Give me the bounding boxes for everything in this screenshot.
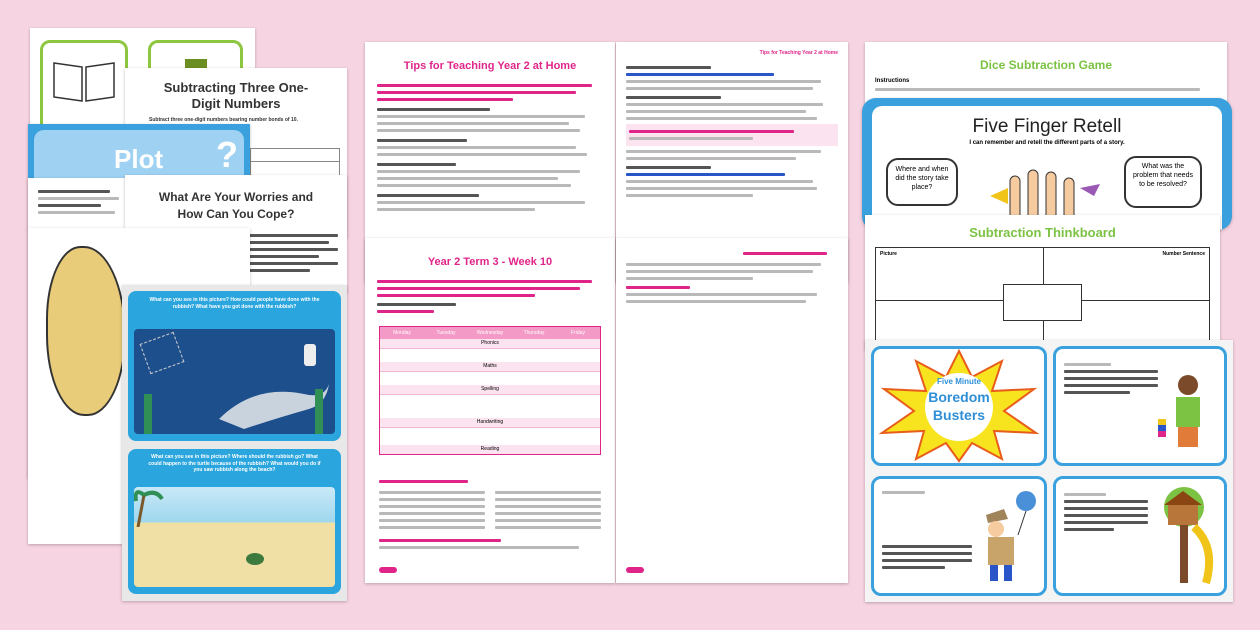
pollution-card (122, 285, 347, 601)
treehouse-icon (1150, 487, 1220, 587)
header-wednesday: Wednesday (476, 330, 504, 336)
pink-flourish (379, 567, 397, 573)
question-mark-icon: ? (216, 134, 238, 175)
child-blocks-icon (1158, 371, 1218, 461)
retell-title: Five Finger Retell (972, 116, 1122, 137)
thinkboard-grid (875, 247, 1210, 343)
potato-illustration (46, 246, 126, 416)
turtle-icon (246, 553, 264, 565)
ocean-scene (134, 329, 335, 434)
tips-heading: Tips for Teaching Year 2 at Home (759, 50, 838, 56)
timetable (379, 326, 601, 455)
pollution-panel-bottom (128, 449, 341, 594)
pink-flourish-right (626, 567, 644, 573)
thinkboard-label-left: Picture (880, 251, 897, 257)
book-icon (49, 55, 119, 105)
retell-subtitle: I can remember and retell the different parts of a story. (969, 140, 1125, 146)
subtracting-title: Subtracting Three One-Digit Numbers (163, 80, 309, 112)
busters-line3: Busters (932, 407, 986, 423)
subtracting-subtitle: Subtract three one-digit numbers bearing number bonds of 10. (149, 116, 298, 123)
bottle-rubbish (304, 344, 316, 366)
seaweed-right (315, 389, 323, 434)
card-detective (871, 476, 1047, 596)
worries-title: What Are Your Worries and How Can You Cope? (158, 190, 314, 221)
section-reading: Reading (380, 445, 600, 454)
week10-page-right (616, 238, 848, 583)
header-thursday: Thursday (523, 330, 545, 336)
thinkboard-label-right: Number Sentence (1162, 251, 1205, 257)
busters-line2: Boredom (928, 389, 990, 405)
timetable-header (380, 327, 600, 339)
question-bottom: What can you see in this picture? Where should the rubbish go? What could happen to the turtle because of the rubbish? What would you do if you saw rubbish along the beach? (148, 454, 321, 473)
card-blocks (1053, 346, 1227, 466)
bubble-right: What was the problem that needs to be resolved? (1124, 156, 1202, 208)
detective-icon (968, 485, 1038, 585)
seaweed-left (144, 394, 152, 434)
sun-burst-icon (874, 349, 1044, 463)
retell-inner (872, 106, 1222, 230)
section-maths: Maths (380, 362, 600, 371)
beach-scene (134, 487, 335, 587)
dice-instructions-label: Instructions (875, 78, 910, 84)
question-top: What can you see in this picture? How could people have done with the rubbish? What have you got done with the rubbish? (149, 297, 320, 310)
card-treehouse (1053, 476, 1227, 596)
section-handwriting: Handwriting (380, 418, 600, 427)
section-phonics: Phonics (380, 339, 600, 348)
dice-title: Dice Subtraction Game (979, 58, 1113, 72)
header-tuesday: Tuesday (436, 330, 456, 336)
bubble-left: Where and when did the story take place? (886, 158, 958, 206)
busters-sheet (865, 340, 1233, 602)
plot-title: Plot (114, 144, 164, 174)
tips-title: Tips for Teaching Year 2 at Home (403, 60, 577, 72)
busters-line1: Five Minute (936, 377, 981, 386)
thinkboard-title: Subtraction Thinkboard (969, 225, 1116, 240)
section-spelling: Spelling (380, 385, 600, 394)
week10-page-left (365, 238, 615, 583)
center-box (1003, 284, 1083, 322)
header-friday: Friday (571, 330, 585, 336)
week10-title: Year 2 Term 3 - Week 10 (427, 256, 553, 268)
retell-card (862, 98, 1232, 230)
thinkboard-sheet (865, 215, 1220, 350)
palm-tree-icon (134, 487, 164, 527)
busters-cover (871, 346, 1047, 466)
pollution-panel-top (128, 291, 341, 441)
net-rubbish (140, 332, 185, 374)
header-monday: Monday (393, 330, 411, 336)
